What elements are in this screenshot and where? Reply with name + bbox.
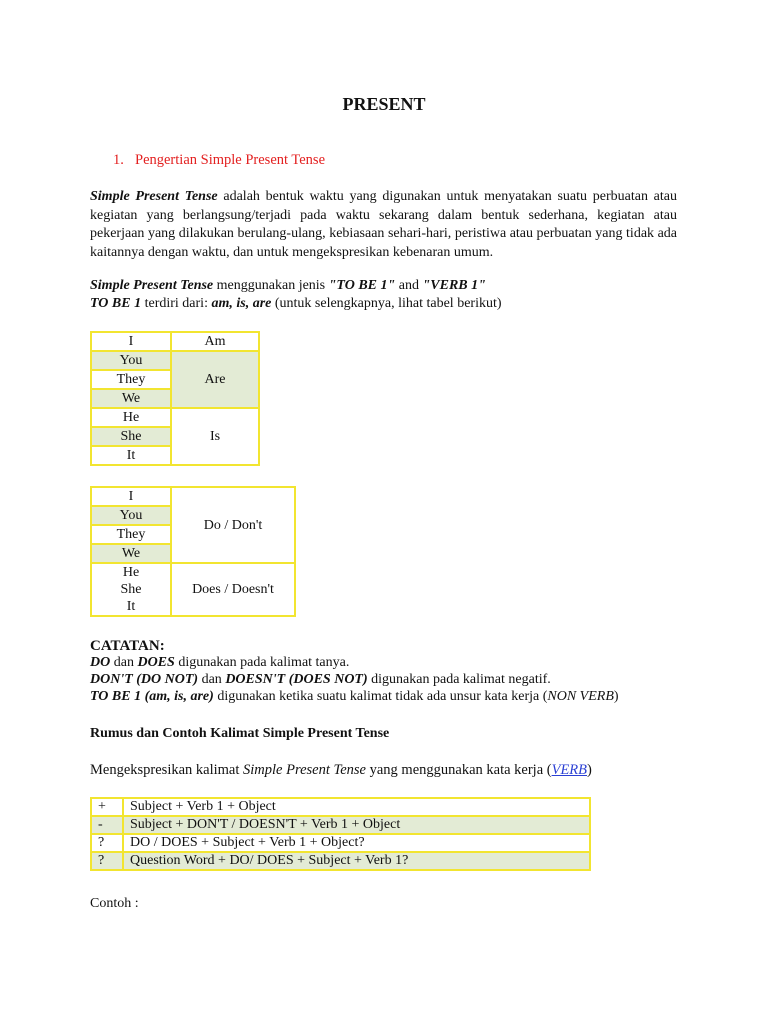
pronoun-cell: It — [91, 598, 171, 616]
table-row — [91, 408, 259, 427]
note-text: dan — [110, 655, 138, 670]
pronoun-cell: I — [91, 332, 171, 351]
rumus-heading: Rumus dan Contoh Kalimat Simple Present Tense — [90, 726, 390, 741]
pronoun-cell: You — [91, 351, 171, 370]
note-term: DO — [90, 655, 111, 670]
uses-term: Simple Present Tense — [90, 278, 214, 293]
tobe-term: TO BE 1 — [90, 296, 142, 311]
table-row — [91, 563, 295, 581]
section-heading-text: Pengertian Simple Present Tense — [135, 152, 326, 168]
note-term: TO BE 1 (am, is, are) — [90, 689, 214, 704]
pronoun-cell: She — [91, 581, 171, 598]
verb-cell: Are — [171, 351, 259, 408]
formula-sign: ? — [91, 852, 123, 870]
page-title: PRESENT — [342, 94, 426, 114]
express-line — [90, 761, 592, 779]
table-row — [91, 852, 590, 870]
definition-text: adalah bentuk waktu yang digunakan untuk menyatakan suatu perbuatan atau kegiatan yang berlangsung/terjadi pada waktu sekarang dalam bentuk sederhana, kegiatan atau pekerjaan yang dilakukan berulang-ulang, kebiasaan sehari-hari, peristiwa atau perbuatan yang tidak ada kaitannya dengan waktu, dan untuk mengekspresikan kebenaran umum. — [90, 189, 678, 260]
express-text: Mengekspresikan kalimat — [90, 762, 244, 778]
verb-cell: Does / Doesn't — [171, 563, 295, 616]
note-term: DON'T (DO NOT) — [90, 672, 199, 687]
formula-sign: + — [91, 798, 123, 816]
tobe-table — [90, 331, 260, 466]
pronoun-cell: I — [91, 487, 171, 506]
catatan-line-1 — [90, 654, 349, 672]
note-text: digunakan pada kalimat tanya. — [174, 655, 350, 670]
tobe-list: am, is, are — [211, 296, 272, 311]
verb-cell: Do / Don't — [171, 487, 295, 563]
section-heading — [113, 152, 325, 169]
tobe-line — [90, 295, 502, 313]
pronoun-cell: He — [91, 408, 171, 427]
pronoun-cell: You — [91, 506, 171, 525]
note-text: digunakan ketika suatu kalimat tidak ada unsur kata kerja ( — [213, 689, 548, 704]
tobe-note: (untuk selengkapnya, lihat tabel berikut) — [271, 296, 502, 311]
table-row — [91, 834, 590, 852]
express-text: ) — [587, 762, 592, 778]
formula-text: Subject + DON'T / DOESN'T + Verb 1 + Object — [123, 816, 590, 834]
formula-sign: - — [91, 816, 123, 834]
pronoun-cell: We — [91, 389, 171, 408]
pronoun-cell: They — [91, 370, 171, 389]
formula-text: DO / DOES + Subject + Verb 1 + Object? — [123, 834, 590, 852]
note-term: DOES — [137, 655, 175, 670]
formula-sign: ? — [91, 834, 123, 852]
note-text: digunakan pada kalimat negatif. — [367, 672, 551, 687]
contoh-label: Contoh : — [90, 896, 139, 911]
definition-term: Simple Present Tense — [90, 189, 218, 204]
note-term: DOESN'T (DOES NOT) — [225, 672, 368, 687]
uses-verb: "VERB 1" — [422, 278, 486, 293]
definition-paragraph — [90, 188, 677, 262]
pronoun-cell: It — [91, 446, 171, 465]
verb-cell: Am — [171, 332, 259, 351]
pronoun-cell: She — [91, 427, 171, 446]
table-row — [91, 332, 259, 351]
do-does-table — [90, 486, 296, 617]
pronoun-cell: We — [91, 544, 171, 563]
express-text: yang menggunakan kata kerja ( — [365, 762, 552, 778]
table-row — [91, 487, 295, 506]
note-text: ) — [613, 689, 619, 704]
table-row — [91, 351, 259, 370]
uses-tobe: "TO BE 1" — [328, 278, 396, 293]
express-term: Simple Present Tense — [243, 762, 366, 778]
table-row — [91, 798, 590, 816]
uses-text: menggunakan jenis — [213, 278, 329, 293]
note-italic: NON VERB — [547, 689, 614, 704]
formula-text: Question Word + DO/ DOES + Subject + Verb 1? — [123, 852, 590, 870]
table-row — [91, 816, 590, 834]
tobe-text: terdiri dari: — [141, 296, 212, 311]
section-number: 1. — [113, 152, 124, 168]
verb-cell: Is — [171, 408, 259, 465]
pronoun-cell: They — [91, 525, 171, 544]
catatan-label: CATATAN: — [90, 638, 165, 654]
verb-link[interactable]: VERB — [551, 762, 588, 778]
catatan-line-3 — [90, 688, 619, 706]
uses-line — [90, 277, 486, 295]
pronoun-cell: He — [91, 563, 171, 581]
uses-and: and — [395, 278, 423, 293]
formula-text: Subject + Verb 1 + Object — [123, 798, 590, 816]
note-text: dan — [198, 672, 226, 687]
catatan-line-2 — [90, 671, 551, 689]
formula-table — [90, 797, 591, 871]
